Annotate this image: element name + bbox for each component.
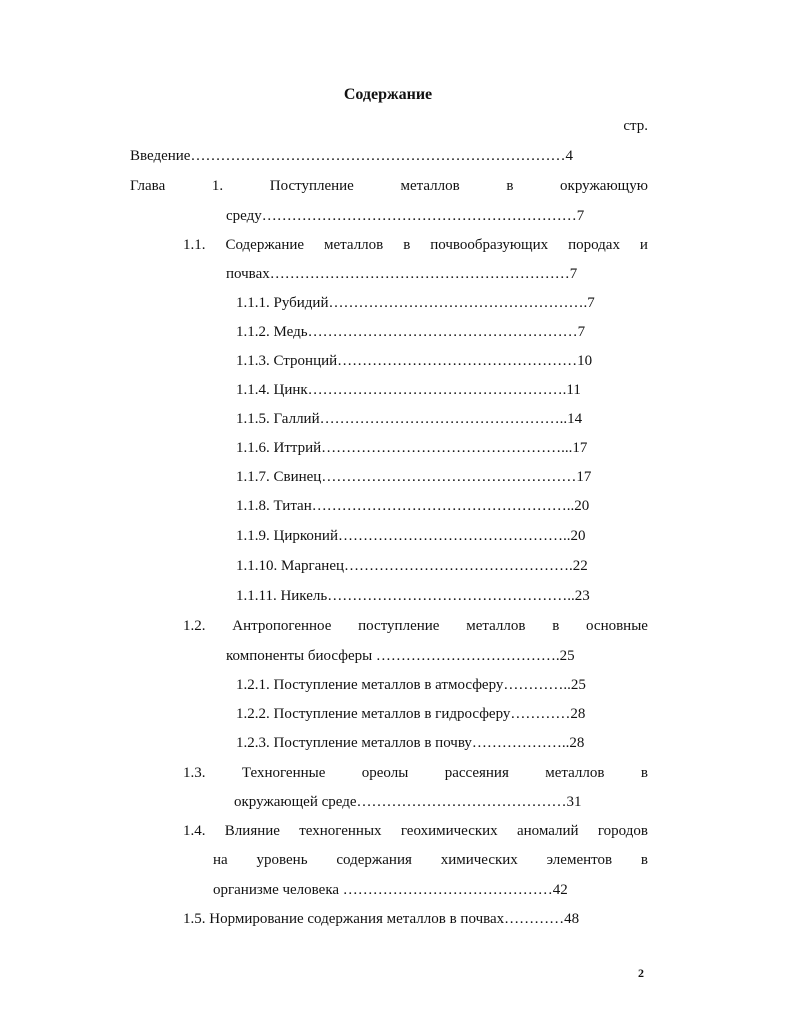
toc-entry: 1.5. Нормирование содержания металлов в почвах…………48 bbox=[183, 911, 580, 927]
toc-word: Влияние bbox=[224, 823, 280, 839]
toc-entry: 1.1.4. Цинк…………………………………………….11 bbox=[236, 382, 581, 398]
toc-entry: компоненты биосферы ……………………………….25 bbox=[226, 648, 575, 664]
toc-word: содержания bbox=[336, 852, 412, 868]
toc-entry: 1.1.6. Иттрий…………………………………………...17 bbox=[236, 440, 588, 456]
toc-word: металлов bbox=[466, 618, 526, 634]
toc-word: 1.4. bbox=[183, 823, 206, 839]
toc-entry: 1.1.9. Цирконий………………………………………..20 bbox=[236, 528, 586, 544]
toc-entry bbox=[183, 820, 648, 842]
toc-entry: организме человека ……………………………………42 bbox=[213, 882, 568, 898]
toc-word: в bbox=[640, 765, 648, 781]
toc-word: на bbox=[213, 852, 228, 868]
toc-entry: 1.1.3. Стронций…………………………………………10 bbox=[236, 353, 593, 369]
toc-entry bbox=[183, 762, 648, 784]
toc-word: почвообразующих bbox=[430, 237, 549, 253]
toc-entry bbox=[183, 234, 648, 256]
toc-word: Глава bbox=[130, 178, 166, 194]
toc-entry bbox=[213, 849, 648, 871]
toc-word: окружающую bbox=[560, 178, 648, 194]
toc-word: породах bbox=[568, 237, 620, 253]
toc-entry: 1.1.7. Свинец……………………………………………17 bbox=[236, 469, 592, 485]
toc-word: в bbox=[640, 852, 648, 868]
toc-word: 1.1. bbox=[183, 237, 206, 253]
toc-entry: 1.1.8. Титан……………………………………………..20 bbox=[236, 498, 590, 514]
toc-word: в bbox=[403, 237, 411, 253]
toc-entry: 1.1.2. Медь………………………………………………7 bbox=[236, 324, 586, 340]
toc-entry bbox=[183, 615, 648, 637]
toc-entry: 1.1.10. Марганец……………………………………….22 bbox=[236, 558, 588, 574]
toc-entry: 1.1.1. Рубидий…………………………………………….7 bbox=[236, 295, 595, 311]
toc-word: металлов bbox=[400, 178, 460, 194]
toc-word: городов bbox=[597, 823, 648, 839]
page-number: 2 bbox=[638, 966, 644, 980]
toc-entry: окружающей среде……………………………………31 bbox=[234, 794, 582, 810]
toc-word: 1. bbox=[211, 178, 224, 194]
toc-word: Техногенные bbox=[241, 765, 326, 781]
toc-word: 1.3. bbox=[183, 765, 206, 781]
toc-word: геохимических bbox=[400, 823, 498, 839]
toc-entry bbox=[130, 175, 648, 197]
toc-word: в bbox=[552, 618, 560, 634]
toc-word: техногенных bbox=[299, 823, 382, 839]
toc-entry: 1.1.11. Никель…………………………………………..23 bbox=[236, 588, 590, 604]
toc-entry: 1.2.1. Поступление металлов в атмосферу…………..25 bbox=[236, 677, 586, 693]
toc-heading: Содержание bbox=[343, 86, 433, 103]
toc-word: рассеяния bbox=[444, 765, 509, 781]
toc-word: металлов bbox=[545, 765, 605, 781]
toc-word: ореолы bbox=[361, 765, 409, 781]
toc-word: поступление bbox=[358, 618, 440, 634]
page-column-label: стр. bbox=[623, 118, 648, 134]
toc-word: уровень bbox=[256, 852, 308, 868]
toc-word: Антропогенное bbox=[232, 618, 332, 634]
toc-word: химических bbox=[440, 852, 518, 868]
toc-word: металлов bbox=[324, 237, 384, 253]
toc-word: Поступление bbox=[269, 178, 354, 194]
toc-word: и bbox=[639, 237, 648, 253]
toc-entry: почвах……………………………………………………7 bbox=[226, 266, 578, 282]
toc-word: основные bbox=[586, 618, 648, 634]
toc-word: в bbox=[506, 178, 514, 194]
toc-word: элементов bbox=[546, 852, 613, 868]
toc-entry: 1.1.5. Галлий…………………………………………..14 bbox=[236, 411, 583, 427]
toc-word: 1.2. bbox=[183, 618, 206, 634]
toc-entry: 1.2.3. Поступление металлов в почву………………..28 bbox=[236, 735, 585, 751]
toc-entry: Введение…………………………………………………………………4 bbox=[130, 148, 573, 164]
toc-entry: среду………………………………………………………7 bbox=[226, 208, 585, 224]
toc-word: Содержание bbox=[225, 237, 305, 253]
toc-entry: 1.2.2. Поступление металлов в гидросферу…………28 bbox=[236, 706, 586, 722]
toc-word: аномалий bbox=[516, 823, 579, 839]
